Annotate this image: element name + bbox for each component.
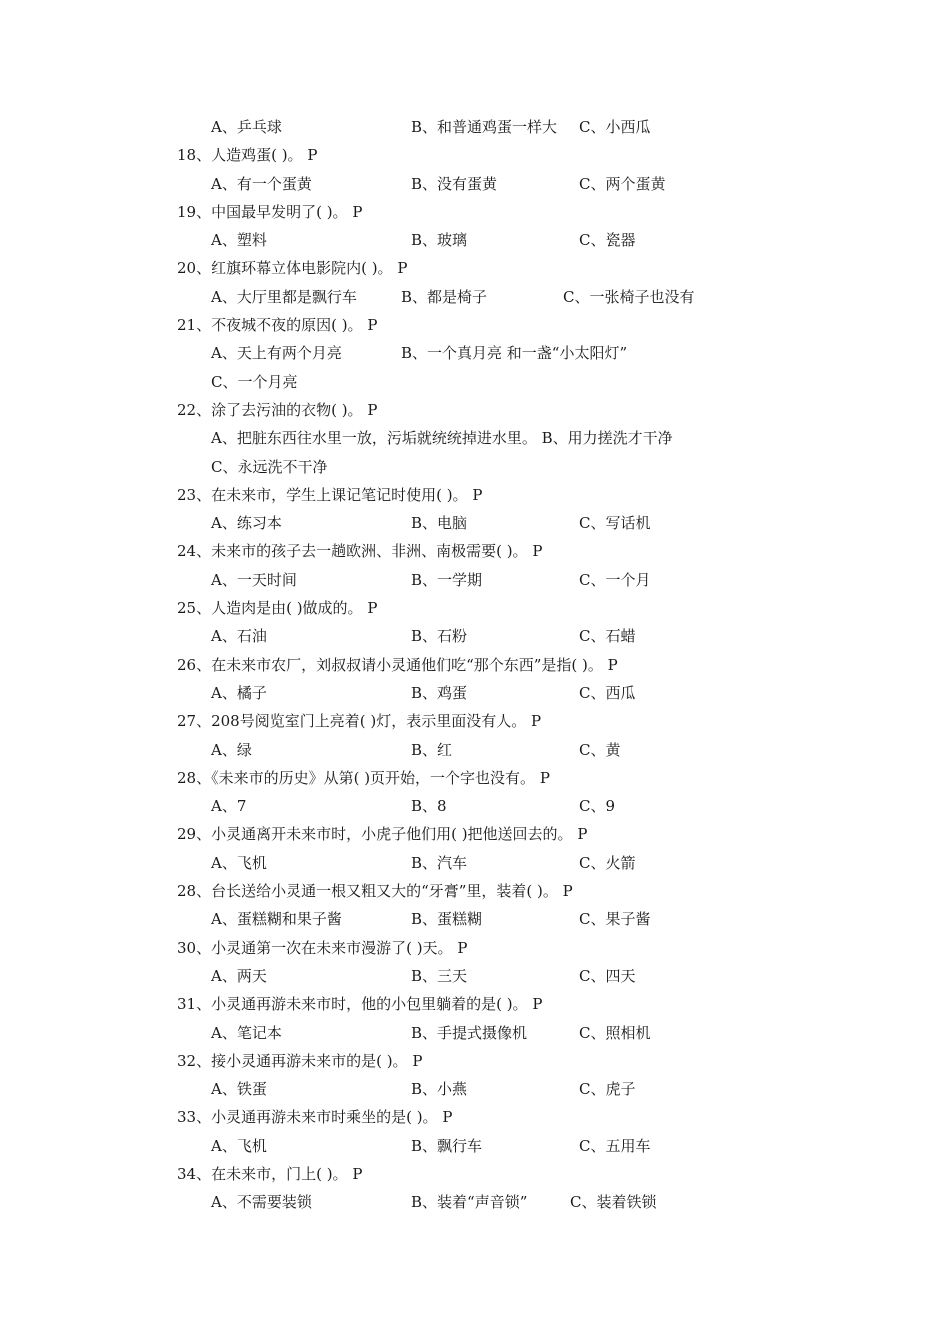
option-text: A、乒乓球	[211, 118, 282, 136]
options-line	[0, 792, 950, 820]
option-text: A、蛋糕糊和果子酱	[211, 910, 342, 929]
option-text: B、电脑	[411, 514, 468, 533]
options-line	[0, 339, 950, 367]
option-text: C、写话机	[579, 514, 651, 533]
option-text: C、装着铁锁	[570, 1193, 657, 1212]
question-text: 27、208号阅览室门上亮着( )灯，表示里面没有人。 P	[177, 712, 542, 731]
question-line	[0, 141, 950, 169]
question-line	[0, 198, 950, 226]
question-text: 28、台长送给小灵通一根又粗又大的“牙膏”里，装着( )。 P	[177, 882, 573, 901]
option-text: A、石油	[211, 627, 267, 646]
option-text: B、和普通鸡蛋一样大	[411, 118, 558, 136]
question-text: 30、小灵通第一次在未来市漫游了( )天。 P	[177, 938, 468, 957]
option-text: A、塑料	[211, 231, 267, 250]
option-text: B、装着“声音锁”	[411, 1193, 528, 1212]
question-text: 31、小灵通再游未来市时，他的小包里躺着的是( )。 P	[177, 995, 543, 1014]
question-text: 28、《未来市的历史》从第( )页开始，一个字也没有。 P	[177, 768, 550, 787]
options-line	[0, 1075, 950, 1103]
question-line	[0, 594, 950, 622]
option-text: B、汽车	[411, 853, 468, 872]
question-line	[0, 877, 950, 905]
question-line	[0, 396, 950, 424]
option-text: A、飞机	[211, 853, 267, 872]
option-text: A、不需要装锁	[211, 1193, 312, 1212]
option-text: C、五用车	[579, 1136, 651, 1155]
question-text: 18、人造鸡蛋( )。 P	[177, 146, 318, 165]
option-text: B、三天	[411, 966, 468, 985]
question-text: 20、红旗环幕立体电影院内( )。 P	[177, 259, 408, 278]
question-line	[0, 764, 950, 792]
options-line	[0, 1188, 950, 1216]
option-text: B、鸡蛋	[411, 683, 468, 702]
option-text: A、飞机	[211, 1136, 267, 1155]
option-text: C、照相机	[579, 1023, 651, 1042]
question-text: 24、未来市的孩子去一趟欧洲、非洲、南极需要( )。 P	[177, 542, 543, 561]
question-line	[0, 1103, 950, 1131]
option-text: B、没有蛋黄	[411, 174, 498, 193]
option-text: C、一个月亮	[211, 372, 298, 391]
question-text: 19、中国最早发明了( )。 P	[177, 202, 363, 221]
options-line	[0, 566, 950, 594]
option-text: A、把脏东西往水里一放，污垢就统统掉进水里。 B、用力搓洗才干净	[211, 429, 673, 448]
option-text: C、9	[579, 797, 616, 816]
option-text: C、两个蛋黄	[579, 174, 666, 193]
options-line	[0, 283, 950, 311]
question-line	[0, 990, 950, 1018]
option-text: A、练习本	[211, 514, 282, 533]
question-text: 25、人造肉是由( )做成的。 P	[177, 599, 378, 618]
question-text: 29、小灵通离开未来市时，小虎子他们用( )把他送回去的。 P	[177, 825, 588, 844]
question-text: 22、涂了去污油的衣物( )。 P	[177, 400, 378, 419]
option-text: C、一个月	[579, 570, 651, 589]
options-line	[0, 905, 950, 933]
options-line	[0, 1132, 950, 1160]
options-line	[0, 424, 950, 452]
options-line	[0, 113, 950, 141]
option-text: A、笔记本	[211, 1023, 282, 1042]
option-text: A、天上有两个月亮	[211, 344, 342, 363]
question-line	[0, 934, 950, 962]
option-text: A、两天	[211, 966, 267, 985]
question-line	[0, 254, 950, 282]
question-text: 26、在未来市农厂，刘叔叔请小灵通他们吃“那个东西”是指( )。 P	[177, 655, 618, 674]
option-text: B、小燕	[411, 1080, 468, 1099]
option-text: A、7	[211, 797, 247, 816]
options-line	[0, 170, 950, 198]
option-text: B、飘行车	[411, 1136, 483, 1155]
option-text: C、果子酱	[579, 910, 651, 929]
question-text: 23、在未来市，学生上课记笔记时使用( )。 P	[177, 485, 483, 504]
option-text: C、虎子	[579, 1080, 636, 1099]
option-text: A、绿	[211, 740, 252, 759]
options-line	[0, 368, 950, 396]
question-text: 33、小灵通再游未来市时乘坐的是( )。 P	[177, 1108, 453, 1127]
option-text: C、西瓜	[579, 683, 636, 702]
option-text: A、大厅里都是飘行车	[211, 287, 357, 306]
question-line	[0, 481, 950, 509]
option-text: C、一张椅子也没有	[563, 287, 695, 306]
option-text: B、手提式摄像机	[411, 1023, 528, 1042]
options-line	[0, 509, 950, 537]
option-text: B、一学期	[411, 570, 483, 589]
question-text: 34、在未来市，门上( )。 P	[177, 1164, 363, 1183]
options-line	[0, 679, 950, 707]
question-line	[0, 1160, 950, 1188]
option-text: B、红	[411, 740, 453, 759]
question-text: 32、接小灵通再游未来市的是( )。 P	[177, 1051, 423, 1070]
question-line	[0, 1047, 950, 1075]
options-line	[0, 226, 950, 254]
option-text: C、火箭	[579, 853, 636, 872]
options-line	[0, 453, 950, 481]
option-text: B、石粉	[411, 627, 468, 646]
question-text: 21、不夜城不夜的原因( )。 P	[177, 316, 378, 335]
question-line	[0, 707, 950, 735]
option-text: A、铁蛋	[211, 1080, 267, 1099]
option-text: B、玻璃	[411, 231, 468, 250]
option-text: C、永远洗不干净	[211, 457, 328, 476]
question-line	[0, 651, 950, 679]
document-page	[0, 113, 950, 1217]
options-line	[0, 962, 950, 990]
options-line	[0, 736, 950, 764]
option-text: C、黄	[579, 740, 621, 759]
option-text: A、橘子	[211, 683, 267, 702]
option-text: B、蛋糕糊	[411, 910, 483, 929]
option-text: C、瓷器	[579, 231, 636, 250]
question-line	[0, 537, 950, 565]
option-text: C、四天	[579, 966, 636, 985]
option-text: B、8	[411, 797, 447, 816]
option-text: C、小西瓜	[579, 118, 651, 136]
option-text: A、一天时间	[211, 570, 297, 589]
option-text: B、都是椅子	[401, 287, 488, 306]
option-text: A、有一个蛋黄	[211, 174, 312, 193]
option-text: B、一个真月亮 和一盏“小太阳灯”	[401, 344, 628, 363]
options-line	[0, 622, 950, 650]
options-line	[0, 1019, 950, 1047]
question-line	[0, 311, 950, 339]
options-line	[0, 849, 950, 877]
question-line	[0, 820, 950, 848]
option-text: C、石蜡	[579, 627, 636, 646]
